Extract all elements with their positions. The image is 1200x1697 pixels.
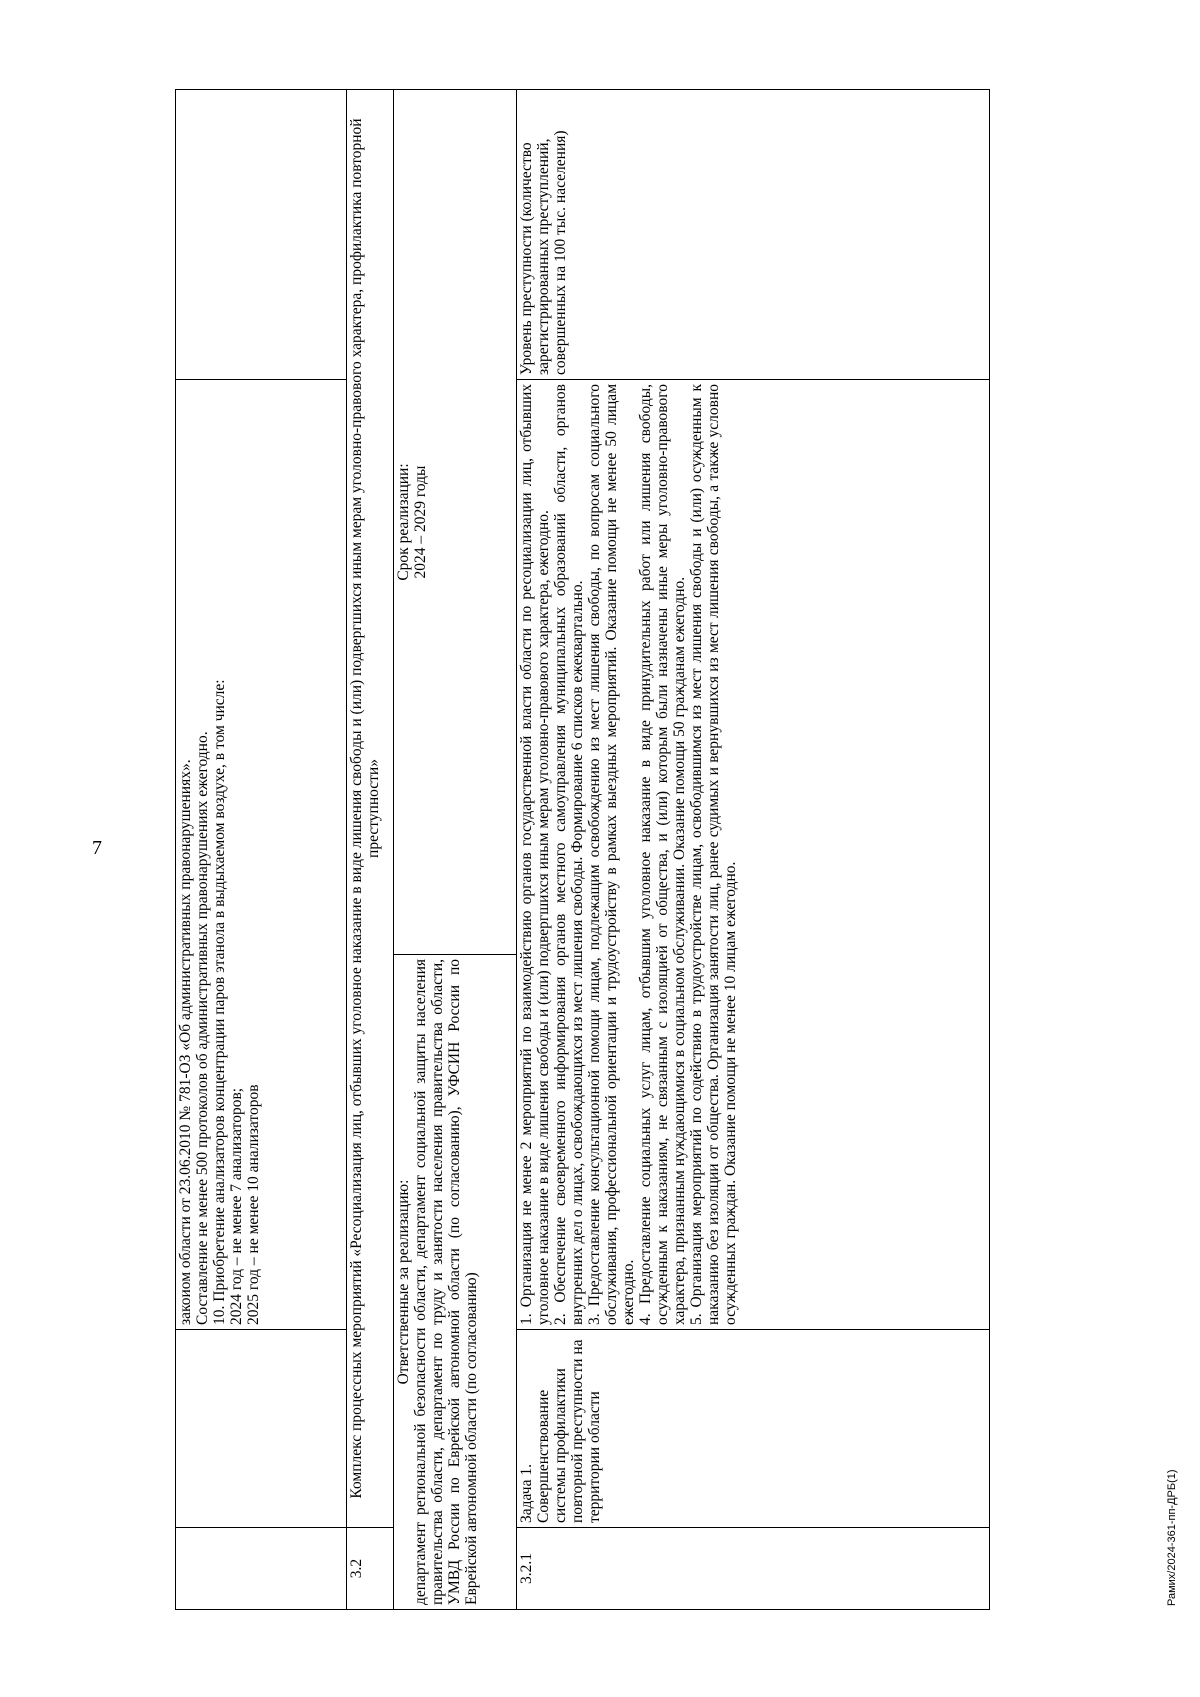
footer-code-text: Рамих/2024-361-пп-ДРБ(1) [1166, 1469, 1178, 1606]
responsible-text: департамент региональной безопасности области, департамент социальной защиты населения правительства области, департамент по труду и занятости населения правительства области, УМВД России по Еврейской автономной области (по согласованию), УФСИН России по Еврейской автономной области (по согласованию) [412, 959, 480, 1605]
period-cell [394, 90, 517, 955]
cont-line: Составление не менее 500 протоколов об административных правонарушениях ежегодно. [194, 731, 211, 1325]
task-indicator: Уровень преступности (количество зарегистрированных преступлений, совершенных на 100 тыс. населения) [517, 90, 990, 380]
responsible-row [394, 90, 517, 1610]
rotated-page-content [175, 90, 1035, 1610]
responsible-label: Ответственные за реализацию: [395, 1179, 412, 1385]
task-measure: 1. Организация не менее 2 мероприятий по взаимодействию органов государственной власти области по ресоциализации лиц, отбывших уголовное наказание в виде лишения свободы и (или) подвергшихся иным мерам уголовно-правового характера, ежегодно. [518, 384, 552, 1325]
cont-task-cell [176, 1330, 347, 1528]
task-row [517, 90, 990, 1610]
section-number: 3.2 [347, 1528, 394, 1610]
cont-num-cell [176, 1528, 347, 1610]
task-measure: 3. Предоставление консультационной помощи лицам, подлежащим освобождению из мест лишения свободы, по вопросам социального обслуживания, профессиональной ориентации и трудоустройству в рамках выездных мероприятий. Оказание помощи не менее 50 лицам ежегодно. [586, 384, 637, 1325]
section-title: Комплекс процессных мероприятий «Ресоциализация лиц, отбывших уголовное наказание в виде лишения свободы и (или) подвергшихся иным мерам уголовно-правового характера, профилактика повторной преступности» [347, 90, 394, 1528]
task-number: 3.2.1 [517, 1528, 990, 1610]
cont-line: 2025 год – не менее 10 анализаторов [245, 1084, 262, 1325]
period-label: Срок реализации: [395, 463, 412, 581]
task-title: Задача 1. Совершенствование системы профилактики повторной преступности на территории области [517, 1330, 990, 1528]
cont-line: 10. Приобретение анализаторов концентрации паров этанола в выдыхаемом воздухе, в том числе: [211, 679, 228, 1325]
cont-text-cell [176, 380, 347, 1330]
document-table [175, 89, 990, 1610]
task-measure: 2. Обеспечение своевременного информирования органов местного самоуправления муниципальных образований области, органов внутренних дел о лицах, освобождающихся из мест лишения свободы. Формирование 6 списков ежеквартально. [552, 384, 586, 1325]
cont-line: 2024 год – не менее 7 анализаторов; [228, 1087, 245, 1325]
task-measure: 4. Предоставление социальных услуг лицам, отбывшим уголовное наказание в виде принудительных работ или лишения свободы, осужденным к наказаниям, не связанным с изоляцией от общества, и (или) которым были назначены иные меры уголовно-правового характера, признанным нуждающимися в социальном обслуживании. Оказание помощи 50 гражданам ежегодно. [637, 384, 688, 1325]
task-measures-cell [517, 380, 990, 1330]
cont-line: закоиом области от 23.06.2010 № 781-ОЗ «Об административных правонарушениях». [177, 759, 194, 1325]
continuation-row [176, 90, 347, 1610]
period-value: 2024 – 2029 годы [412, 465, 429, 579]
cont-indicator-cell [176, 90, 347, 380]
section-header-row [347, 90, 394, 1610]
responsible-cell [394, 955, 517, 1610]
page-number: 7 [92, 837, 102, 859]
task-measure: 5. Организация мероприятий по содействию в трудоустройстве лицам, освободившимся из мест лишения свободы и (или) осужденным к наказанию без изоляции от общества. Организация занятости лиц, ранее судимых и вернувшихся из мест лишения свободы, а также условно осужденных граждан. Оказание помощи не менее 10 лицам ежегодно. [688, 384, 739, 1325]
